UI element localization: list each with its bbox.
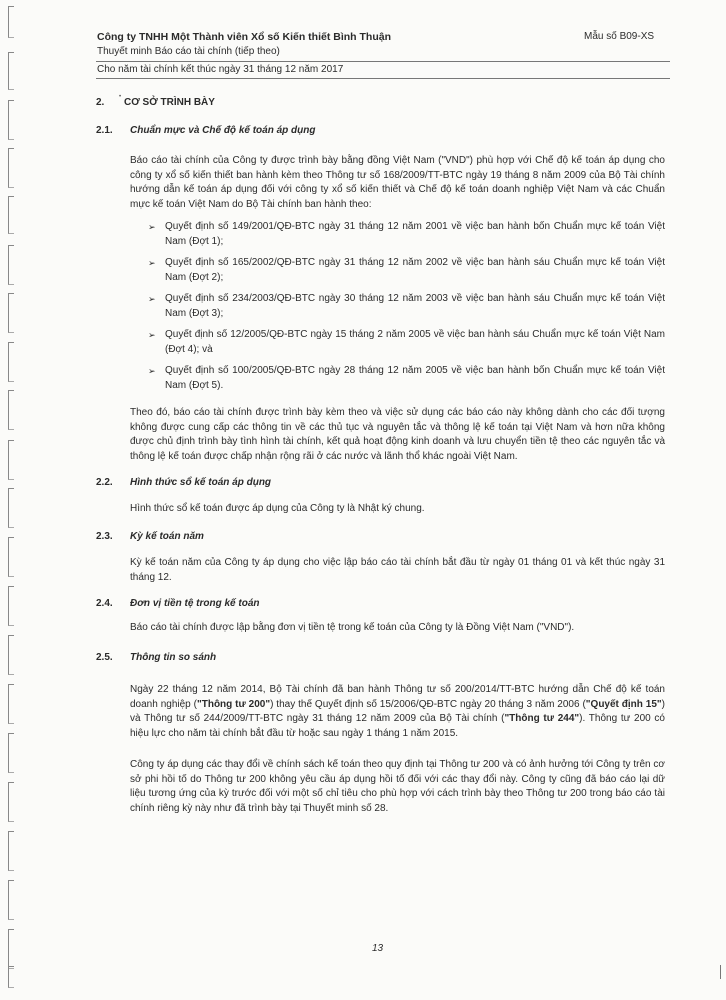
list-item (148, 220, 665, 249)
binding-bracket (8, 537, 14, 577)
list-item (148, 328, 665, 357)
subsection-number: 2.4. (96, 598, 113, 609)
report-period: Cho năm tài chính kết thúc ngày 31 tháng 12 năm 2017 (97, 64, 344, 75)
bold-term: "Thông tư 244" (504, 713, 580, 724)
subsection-title: Thông tin so sánh (130, 652, 217, 663)
binding-bracket (8, 440, 14, 480)
binding-bracket (8, 782, 14, 822)
paragraph: Kỳ kế toán năm của Công ty áp dụng cho việc lập báo cáo tài chính bắt đầu từ ngày 01 tháng 01 và kết thúc ngày 31 tháng 12. (130, 557, 665, 583)
subsection-title: Chuẩn mực và Chế độ kế toán áp dụng (130, 125, 316, 136)
subsection-number: 2.5. (96, 652, 113, 663)
list-item-text: Quyết định số 149/2001/QĐ-BTC ngày 31 tháng 12 năm 2001 về việc ban hành bốn Chuẩn mực kế toán Việt Nam (Đợt 1); (165, 221, 665, 247)
binding-bracket (8, 929, 14, 969)
binding-bracket (8, 831, 14, 871)
paragraph (130, 683, 665, 741)
binding-bracket (8, 52, 14, 90)
bold-term: "Thông tư 200" (196, 698, 271, 710)
binding-bracket (8, 245, 14, 285)
binding-bracket (8, 100, 14, 140)
list-item (148, 292, 665, 321)
subsection-title: Kỳ kế toán năm (130, 531, 204, 542)
binding-bracket (8, 390, 14, 430)
binding-bracket (8, 6, 14, 38)
section-number: 2. (96, 97, 105, 108)
company-name: Công ty TNHH Một Thành viên Xổ số Kiến thiết Bình Thuận (97, 31, 391, 43)
binding-bracket (8, 966, 14, 988)
text-run: ) thay thế Quyết định số 15/2006/QĐ-BTC ngày 20 tháng 3 năm 2006 ( (270, 698, 586, 710)
arrow-bullet-icon: ➢ (148, 366, 156, 376)
binding-bracket (8, 196, 14, 234)
page-number: 13 (372, 943, 384, 954)
edge-mark (720, 965, 724, 979)
subsection-title: Đơn vị tiền tệ trong kế toán (130, 598, 260, 609)
subsection-heading (96, 597, 260, 612)
subsection-heading (96, 124, 316, 139)
arrow-bullet-icon: ➢ (148, 222, 156, 232)
binding-bracket (8, 684, 14, 724)
binding-bracket (8, 342, 14, 382)
text-run: ) và Thông tư số 244/2009/TT-BTC ngày 31 tháng 12 năm 2009 của Bộ Tài chính ( (130, 698, 665, 724)
bold-term: "Quyết định 15" (585, 698, 662, 710)
header-divider (96, 61, 670, 62)
arrow-bullet-icon: ➢ (148, 258, 156, 268)
section-title: CƠ SỞ TRÌNH BÀY (124, 97, 215, 108)
binding-bracket (8, 635, 14, 675)
subsection-heading (96, 476, 271, 491)
list-item (148, 364, 665, 393)
binding-bracket (8, 293, 14, 333)
paragraph: Công ty áp dụng các thay đổi về chính sách kế toán theo quy định tại Thông tư 200 và có ảnh hưởng tới Công ty trên cơ sở phi hồi tố do Thông tư 200 không yêu cầu áp dụng hồi tố đối với các thay đổi này. Công ty cũng đã báo cáo lại dữ liệu tương ứng của kỳ trước đối với một số chỉ tiêu cho phù hợp với cách trình bày theo Thông tư 200 trong báo cáo tài chính riêng kỳ này như đã trình bày tại Thuyết minh số 28. (130, 759, 665, 814)
text-run: Ngày 22 tháng 12 năm 2014, Bộ Tài chính đã ban hành Thông tư số 200/2014/TT-BTC hướng dẫn Chế độ kế toán doanh nghiệp ( (130, 684, 665, 710)
list-item-text: Quyết định số 100/2005/QĐ-BTC ngày 28 tháng 12 năm 2005 về việc ban hành bốn Chuẩn mực kế toán Việt Nam (Đợt 5). (165, 365, 665, 391)
paragraph: Hình thức sổ kế toán được áp dụng của Công ty là Nhật ký chung. (130, 503, 425, 514)
bullet-list (148, 220, 665, 400)
binding-bracket (8, 148, 14, 188)
paragraph: Theo đó, báo cáo tài chính được trình bày kèm theo và việc sử dụng các báo cáo này không dành cho các đối tượng không được cung cấp các thông tin về các thủ tục và nguyên tắc và thông lệ kế toán tại Việt Nam và hơn nữa không được chủ định trình bày tình hình tài chính, kết quả hoạt động kinh doanh và lưu chuyển tiền tệ theo các nguyên tắc và thông lệ kế toán được chấp nhận rộng rãi ở các nước và lãnh thổ khác ngoài Việt Nam. (130, 407, 665, 462)
list-item (148, 256, 665, 285)
subsection-number: 2.1. (96, 125, 113, 136)
scan-speck: • (119, 94, 122, 100)
binding-bracket (8, 733, 14, 773)
binding-bracket (8, 488, 14, 528)
list-item-text: Quyết định số 12/2005/QĐ-BTC ngày 15 tháng 2 năm 2005 về việc ban hành sáu Chuẩn mực kế toán Việt Nam (Đợt 4); và (165, 329, 665, 355)
header-divider (96, 78, 670, 79)
paragraph: Báo cáo tài chính của Công ty được trình bày bằng đồng Việt Nam ("VND") phù hợp với Chế độ kế toán áp dụng cho công ty xổ số kiến thiết ban hành kèm theo Thông tư số 168/2009/TT-BTC ngày 19 tháng 8 năm 2009 của Bộ Tài chính hướng dẫn kế toán áp dụng đối với công ty xổ số kiến thiết và Chế độ kế toán doanh nghiệp Việt Nam và các Chuẩn mực kế toán Việt Nam do Bộ Tài chính ban hành theo: (130, 155, 665, 210)
report-subtitle: Thuyết minh Báo cáo tài chính (tiếp theo) (97, 46, 280, 57)
list-item-text: Quyết định số 234/2003/QĐ-BTC ngày 30 tháng 12 năm 2003 về việc ban hành sáu Chuẩn mực kế toán Việt Nam (Đợt 3); (165, 293, 665, 319)
section-heading (96, 96, 215, 111)
subsection-title: Hình thức sổ kế toán áp dụng (130, 477, 272, 488)
subsection-number: 2.2. (96, 477, 113, 488)
subsection-heading (96, 651, 216, 666)
paragraph: Báo cáo tài chính được lập bằng đơn vị tiền tệ trong kế toán của Công ty là Đồng Việt Nam ("VND"). (130, 622, 575, 633)
list-item-text: Quyết định số 165/2002/QĐ-BTC ngày 31 tháng 12 năm 2002 về việc ban hành sáu Chuẩn mực kế toán Việt Nam (Đợt 2); (165, 257, 665, 283)
form-code: Mẫu số B09-XS (584, 31, 655, 42)
subsection-heading (96, 530, 204, 545)
text-run: ). Thông tư 200 có hiệu lực cho năm tài chính bắt đầu từ hoặc sau ngày 1 tháng 1 năm 2015. (130, 713, 665, 739)
binding-bracket (8, 586, 14, 626)
binding-bracket (8, 880, 14, 920)
arrow-bullet-icon: ➢ (148, 330, 156, 340)
arrow-bullet-icon: ➢ (148, 294, 156, 304)
subsection-number: 2.3. (96, 531, 113, 542)
